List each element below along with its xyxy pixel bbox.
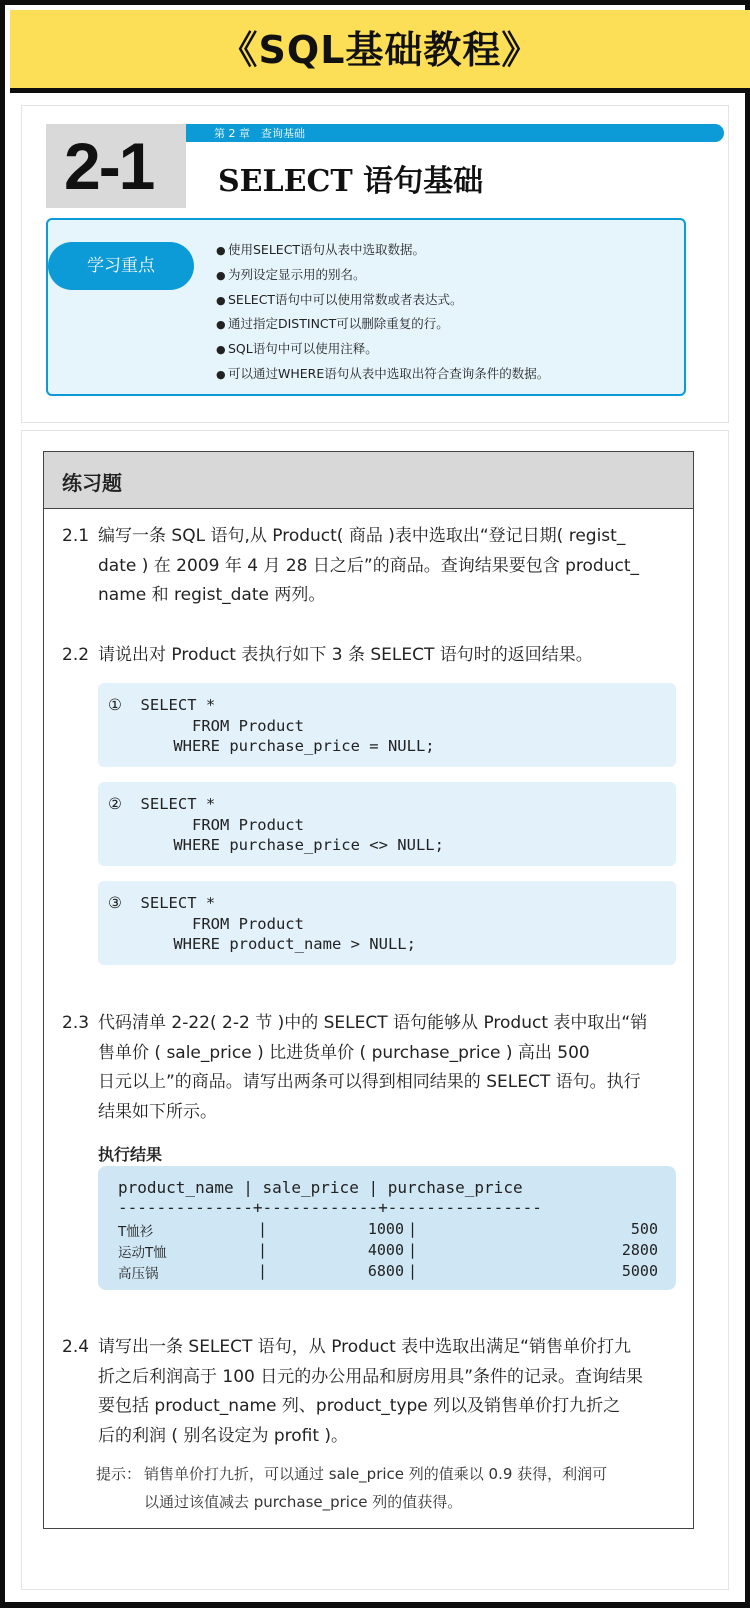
code-block-1: [98, 683, 676, 767]
code-text: ③ SELECT * FROM Product WHERE product_name > NULL;: [108, 894, 416, 953]
learning-label-pill: [48, 242, 194, 290]
col-separator: |: [258, 1262, 268, 1280]
section-title: SELECT 语句基础: [218, 164, 484, 199]
table-row: [118, 1262, 658, 1283]
col-separator: |: [408, 1241, 418, 1259]
question-line: 折之后利润高于 100 日元的办公用品和厨房用具”条件的记录。查询结果: [98, 1366, 644, 1387]
bullet-icon: ●: [216, 244, 226, 257]
learning-points-list: [216, 238, 549, 387]
code-text: ② SELECT * FROM Product WHERE purchase_price <> NULL;: [108, 795, 444, 854]
title-banner: [10, 10, 750, 93]
result-separator: --------------+------------+----------------: [118, 1198, 542, 1217]
bullet-icon: ●: [216, 268, 226, 282]
col-separator: |: [408, 1262, 418, 1280]
learning-point: ● SQL语句中可以使用注释。: [216, 337, 549, 362]
question-number: 2.3: [62, 1013, 90, 1033]
question-line: 请说出对 Product 表执行如下 3 条 SELECT 语句时的返回结果。: [98, 645, 593, 665]
learning-label: 学习重点: [87, 256, 155, 276]
question-line: name 和 regist_date 两列。: [98, 585, 326, 605]
question-line: 结果如下所示。: [98, 1101, 217, 1122]
cell-product-name: 运动T恤: [118, 1245, 167, 1261]
question-line: 编写一条 SQL 语句,从 Product( 商品 )表中选取出“登记日期( regist_: [98, 526, 626, 546]
learning-point: ● SELECT语句中可以使用常数或者表达式。: [216, 288, 549, 313]
result-header: product_name | sale_price | purchase_price: [118, 1178, 523, 1197]
exercises-header: [44, 452, 693, 509]
table-row: [118, 1241, 658, 1262]
cell-product-name: T恤衫: [118, 1224, 154, 1240]
result-label: 执行结果: [98, 1145, 163, 1164]
cell-purchase-price: 5000: [621, 1262, 658, 1280]
code-block-2: [98, 782, 676, 866]
question-line: 代码清单 2-22( 2-2 节 )中的 SELECT 语句能够从 Product 表中取出“销: [98, 1013, 648, 1033]
hint-line: 销售单价打九折，可以通过 sale_price 列的值乘以 0.9 获得，利润可: [144, 1465, 608, 1483]
cell-purchase-price: 500: [630, 1220, 658, 1238]
cell-sale-price: 1000: [367, 1220, 404, 1238]
code-block-3: [98, 881, 676, 965]
table-row: [118, 1220, 658, 1241]
col-separator: |: [258, 1241, 268, 1259]
section-number: 2-1: [64, 129, 154, 203]
bullet-icon: ●: [216, 293, 226, 307]
question-line: 要包括 product_name 列、product_type 列以及销售单价打九折之: [98, 1396, 621, 1416]
question-line: date ) 在 2009 年 4 月 28 日之后”的商品。查询结果要包含 product_: [98, 555, 640, 576]
hint: [96, 1460, 686, 1516]
bullet-icon: ●: [216, 367, 226, 381]
hint-line: 以通过该值减去 purchase_price 列的值获得。: [144, 1493, 463, 1511]
section-number-block: [46, 124, 186, 208]
section-card: [21, 105, 729, 423]
question-line: 请写出一条 SELECT 语句，从 Product 表中选取出满足“销售单价打九: [98, 1337, 631, 1357]
cell-sale-price: 4000: [367, 1241, 404, 1259]
learning-point: ● 可以通过WHERE语句从表中选取出符合查询条件的数据。: [216, 362, 549, 387]
question-2-3: [62, 1009, 682, 1127]
chapter-label: 第 2 章 查询基础: [214, 127, 305, 140]
learning-point: ● 为列设定显示用的别名。: [216, 263, 549, 288]
exercises-heading: 练习题: [62, 471, 122, 495]
page-title: 《SQL基础教程》: [219, 28, 541, 72]
question-line: 后的利润 ( 别名设定为 profit )。: [98, 1425, 349, 1446]
result-table: [98, 1166, 676, 1290]
col-separator: |: [258, 1220, 268, 1238]
question-number: 2.1: [62, 526, 90, 546]
cell-purchase-price: 2800: [621, 1241, 658, 1259]
question-2-2: [62, 641, 682, 671]
question-line: 日元以上”的商品。请写出两条可以得到相同结果的 SELECT 语句。执行: [98, 1072, 641, 1092]
question-number: 2.4: [62, 1337, 90, 1357]
code-text: ① SELECT * FROM Product WHERE purchase_price = NULL;: [108, 696, 435, 755]
bullet-icon: ●: [216, 318, 226, 332]
question-2-4: [62, 1333, 682, 1451]
question-number: 2.2: [62, 645, 90, 665]
cell-sale-price: 6800: [367, 1262, 404, 1280]
question-line: 售单价 ( sale_price ) 比进货单价 ( purchase_price ) 高出 500: [98, 1042, 590, 1063]
hint-label: 提示：: [96, 1465, 142, 1483]
col-separator: |: [408, 1220, 418, 1238]
learning-point: ● 使用SELECT语句从表中选取数据。: [216, 238, 549, 263]
learning-point: ● 通过指定DISTINCT可以删除重复的行。: [216, 312, 549, 337]
learning-points-box: [46, 218, 686, 396]
question-2-1: [62, 522, 682, 611]
exercises-box: [43, 451, 694, 1529]
exercises-card: [21, 430, 729, 1590]
bullet-icon: ●: [216, 343, 226, 357]
chapter-bar: [186, 124, 724, 142]
cell-product-name: 高压锅: [118, 1266, 159, 1282]
